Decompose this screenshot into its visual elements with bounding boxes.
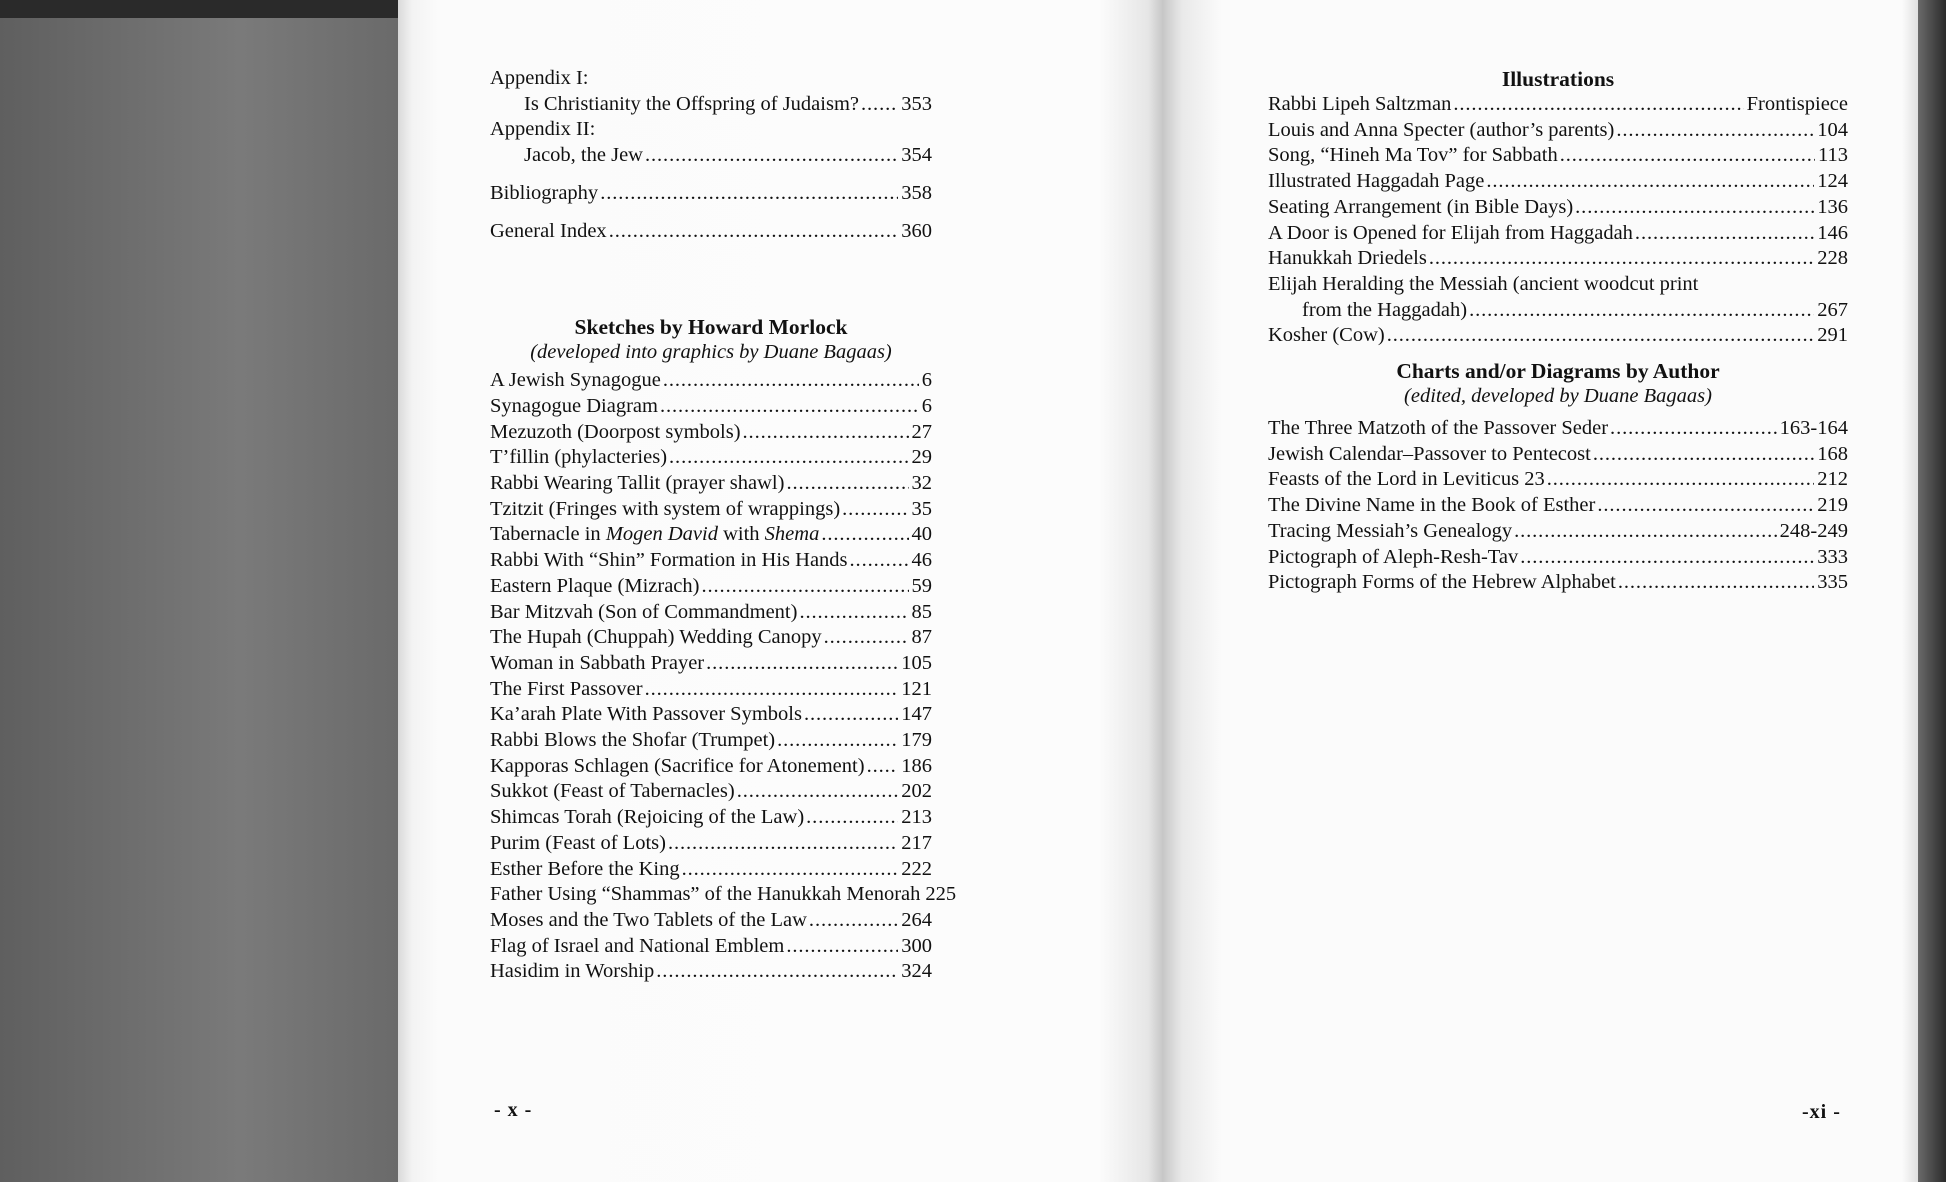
leader-dots [1469, 298, 1814, 324]
leader-dots [1547, 467, 1815, 493]
leader-dots [821, 522, 908, 548]
toc-entry [490, 651, 932, 677]
leader-dots [1486, 169, 1814, 195]
entry-title: Eastern Plaque (Mizrach) [490, 574, 700, 597]
leader-dots [1597, 493, 1814, 519]
entry-page: 124 [1817, 170, 1848, 193]
entry-page: 147 [901, 703, 932, 726]
leader-dots [842, 497, 908, 523]
entry-page: 267 [1817, 298, 1848, 321]
toc-entry [490, 908, 932, 934]
leader-dots [1575, 195, 1814, 221]
entry-page: 87 [911, 626, 932, 649]
toc-entry [490, 574, 932, 600]
toc-entry [490, 959, 932, 985]
section-title: Illustrations [1501, 67, 1615, 91]
entry-title: Purim (Feast of Lots) [490, 831, 666, 854]
entry-title: Woman in Sabbath Prayer [490, 651, 705, 674]
entry-page: 40 [911, 523, 932, 546]
right-toc [1268, 66, 1848, 596]
left-page [398, 0, 1162, 1182]
entry-title: Ka’arah Plate With Passover Symbols [490, 703, 802, 726]
entry-title: Seating Arrangement (in Bible Days) [1268, 195, 1574, 218]
entry-title: The Divine Name in the Book of Esther [1268, 494, 1596, 517]
leader-dots [1635, 221, 1814, 247]
toc-entry [490, 445, 932, 471]
section-title: Charts and/or Diagrams by Author [1396, 359, 1720, 384]
entry-page: 202 [901, 780, 932, 803]
entry-title: Moses and the Two Tablets of the Law [490, 908, 807, 931]
entry-page: 222 [901, 857, 932, 880]
toc-entry [490, 92, 932, 118]
leader-dots [706, 651, 898, 677]
entry-page: 335 [1817, 571, 1848, 594]
entry-page: 32 [911, 472, 932, 495]
leader-dots [701, 574, 908, 600]
toc-entry [1268, 442, 1848, 468]
entry-page: 248-249 [1779, 519, 1848, 542]
toc-entry [1268, 118, 1848, 144]
leader-dots [663, 368, 919, 394]
entry-title: Jacob, the Jew [524, 144, 643, 167]
entry-page: 186 [901, 754, 932, 777]
leader-dots [1429, 246, 1814, 272]
leader-dots [1520, 545, 1814, 571]
entry-page: 291 [1817, 324, 1848, 347]
entry-title: Flag of Israel and National Emblem [490, 934, 785, 957]
entry-page: 113 [1818, 144, 1848, 167]
toc-entry [490, 368, 932, 394]
entry-title: Kosher (Cow) [1268, 324, 1385, 347]
leader-dots [682, 857, 899, 883]
entry-page: 217 [901, 831, 932, 854]
entry-title-part: Mogen David [605, 523, 718, 546]
entry-title: Is Christianity the Offspring of Judaism? [524, 92, 859, 115]
entry-page: 212 [1817, 468, 1848, 491]
leader-dots [668, 831, 898, 857]
toc-entry [490, 497, 932, 523]
toc-entry [490, 934, 932, 960]
toc-entry [490, 728, 932, 754]
toc-entry [1268, 493, 1848, 519]
toc-entry [490, 805, 932, 831]
toc-entry [1268, 195, 1848, 221]
section-subtitle: (edited, developed by Duane Bagaas) [1404, 385, 1712, 408]
leader-dots [743, 420, 909, 446]
entry-title: Bibliography [490, 181, 599, 204]
section-title: Sketches by Howard Morlock [574, 315, 848, 340]
scanner-edge [1918, 0, 1946, 1182]
toc-entry [1268, 298, 1848, 324]
left-toc [490, 66, 957, 985]
background-top [0, 0, 400, 18]
entry-title: T’fillin (phylacteries) [490, 446, 668, 469]
entry-page: 104 [1817, 118, 1848, 141]
toc-entry [1268, 416, 1848, 442]
entry-page: 146 [1817, 221, 1848, 244]
entry-title: A Door is Opened for Elijah from Haggadah [1268, 221, 1633, 244]
toc-entry [1268, 246, 1848, 272]
entry-title: Mezuzoth (Doorpost symbols) [490, 420, 741, 443]
entry-title: Pictograph of Aleph-Resh-Tav [1268, 545, 1519, 568]
entry-page: 105 [901, 651, 932, 674]
entry-title: The Hupah (Chuppah) Wedding Canopy [490, 626, 822, 649]
page-number: - x - [494, 1099, 533, 1121]
entry-title: Tracing Messiah’s Genealogy [1268, 519, 1513, 542]
entry-title: Elijah Heralding the Messiah (ancient woodcut print [1268, 272, 1699, 295]
entry-page: 46 [911, 549, 932, 572]
leader-dots [804, 702, 898, 728]
entry-page: 324 [901, 960, 932, 983]
toc-entry [490, 831, 932, 857]
leader-dots [656, 959, 898, 985]
entry-page: 360 [901, 219, 932, 242]
leader-dots [1610, 416, 1777, 442]
leader-dots [1387, 323, 1815, 349]
entry-title: Illustrated Haggadah Page [1268, 170, 1485, 193]
entry-title: Kapporas Schlagen (Sacrifice for Atonement) [490, 754, 865, 777]
leader-dots [660, 394, 919, 420]
toc-entry [490, 625, 932, 651]
leader-dots [1453, 92, 1743, 118]
entry-page: 354 [901, 144, 932, 167]
leader-dots [809, 908, 898, 934]
entry-page: Frontispiece [1746, 93, 1848, 115]
entry-page: 59 [911, 574, 932, 597]
entry-page: 358 [901, 181, 932, 204]
entry-title-part: Tabernacle in [490, 523, 606, 546]
appendix-heading: Appendix II: [490, 118, 596, 141]
toc-entry [490, 677, 932, 703]
entry-title: The First Passover [490, 677, 643, 700]
leader-dots [777, 728, 898, 754]
entry-page: 179 [901, 729, 932, 752]
entry-page: 29 [911, 446, 932, 469]
toc-entry [1268, 221, 1848, 247]
entry-title: Father Using “Shammas” of the Hanukkah Menorah [490, 883, 921, 906]
scanner-background [0, 18, 400, 1182]
entry-title-part: with [717, 523, 765, 546]
toc-entry [490, 600, 932, 626]
entry-page: 163-164 [1779, 417, 1848, 440]
entry-page: 85 [911, 600, 932, 623]
entry-title: Hasidim in Worship [490, 960, 655, 983]
toc-entry [1268, 545, 1848, 571]
entry-page: 353 [901, 92, 932, 115]
entry-title [490, 522, 819, 548]
right-page [1162, 0, 1918, 1182]
entry-page: 136 [1817, 195, 1848, 218]
entry-page: 225 [925, 883, 957, 906]
entry-title: Jewish Calendar–Passover to Pentecost [1268, 442, 1591, 465]
entry-page: 333 [1817, 545, 1848, 568]
entry-page: 213 [901, 806, 932, 829]
toc-entry [1268, 323, 1848, 349]
chart-list [1268, 416, 1848, 596]
page-number: -xi - [1802, 1101, 1841, 1123]
entry-page: 168 [1817, 442, 1848, 465]
entry-title: Pictograph Forms of the Hebrew Alphabet [1268, 571, 1616, 594]
toc-entry [490, 779, 932, 805]
leader-dots [737, 779, 899, 805]
entry-page: 6 [921, 369, 932, 392]
entry-title: Sukkot (Feast of Tabernacles) [490, 780, 735, 803]
entry-page: 300 [901, 934, 932, 957]
entry-title: Esther Before the King [490, 857, 680, 880]
entry-title: Louis and Anna Specter (author’s parents) [1268, 118, 1615, 141]
entry-title: from the Haggadah) [1302, 298, 1468, 321]
entry-title-part: Shema [764, 523, 820, 546]
toc-entry [490, 754, 932, 780]
appendix-heading: Appendix I: [490, 67, 589, 89]
leader-dots [799, 600, 908, 626]
entry-title: Rabbi Lipeh Saltzman [1268, 93, 1452, 115]
toc-entry [490, 702, 932, 728]
toc-entry [490, 522, 932, 548]
toc-entry [490, 181, 932, 207]
toc-entry [1268, 467, 1848, 493]
entry-title: Bar Mitzvah (Son of Commandment) [490, 600, 798, 623]
toc-entry [490, 394, 932, 420]
toc-entry [1268, 570, 1848, 596]
entry-title: The Three Matzoth of the Passover Seder [1268, 417, 1609, 440]
toc-entry [490, 143, 932, 169]
toc-entry [490, 471, 932, 497]
entry-page: 27 [911, 420, 932, 443]
leader-dots [669, 445, 908, 471]
leader-dots [1560, 143, 1815, 169]
entry-title: Synagogue Diagram [490, 394, 658, 417]
leader-dots [1616, 118, 1814, 144]
entry-title: Rabbi With “Shin” Formation in His Hands [490, 549, 848, 572]
toc-entry [1268, 519, 1848, 545]
leader-dots [850, 548, 909, 574]
entry-title: Feasts of the Lord in Leviticus 23 [1268, 468, 1545, 491]
illustration-list [1268, 92, 1848, 349]
entry-page: 264 [901, 908, 932, 931]
leader-dots [786, 471, 908, 497]
entry-page: 219 [1817, 494, 1848, 517]
entry-title: Tzitzit (Fringes with system of wrappings) [490, 497, 841, 520]
entry-title: Shimcas Torah (Rejoicing of the Law) [490, 806, 805, 829]
leader-dots [1593, 442, 1814, 468]
entry-title: A Jewish Synagogue [490, 369, 661, 392]
toc-entry [490, 219, 932, 245]
toc-entry [1268, 92, 1848, 118]
entry-page: 228 [1817, 247, 1848, 270]
entry-title: Rabbi Wearing Tallit (prayer shawl) [490, 472, 785, 495]
leader-dots [1618, 570, 1814, 596]
leader-dots [824, 625, 909, 651]
leader-dots [806, 805, 898, 831]
leader-dots [1514, 519, 1777, 545]
entry-title: Hanukkah Driedels [1268, 247, 1427, 270]
toc-entry [1268, 143, 1848, 169]
entry-title: General Index [490, 219, 607, 242]
entry-page: 6 [921, 394, 932, 417]
toc-entry [490, 857, 932, 883]
toc-entry [490, 548, 932, 574]
sketch-list [490, 368, 957, 985]
leader-dots [786, 934, 898, 960]
toc-entry [1268, 169, 1848, 195]
leader-dots [867, 754, 899, 780]
entry-page: 121 [901, 677, 932, 700]
toc-entry [490, 882, 957, 908]
toc-entry [490, 420, 932, 446]
section-subtitle: (developed into graphics by Duane Bagaas) [530, 341, 892, 364]
entry-title: Rabbi Blows the Shofar (Trumpet) [490, 729, 776, 752]
entry-page: 35 [911, 497, 932, 520]
entry-title: Song, “Hineh Ma Tov” for Sabbath [1268, 144, 1558, 167]
leader-dots [645, 677, 899, 703]
